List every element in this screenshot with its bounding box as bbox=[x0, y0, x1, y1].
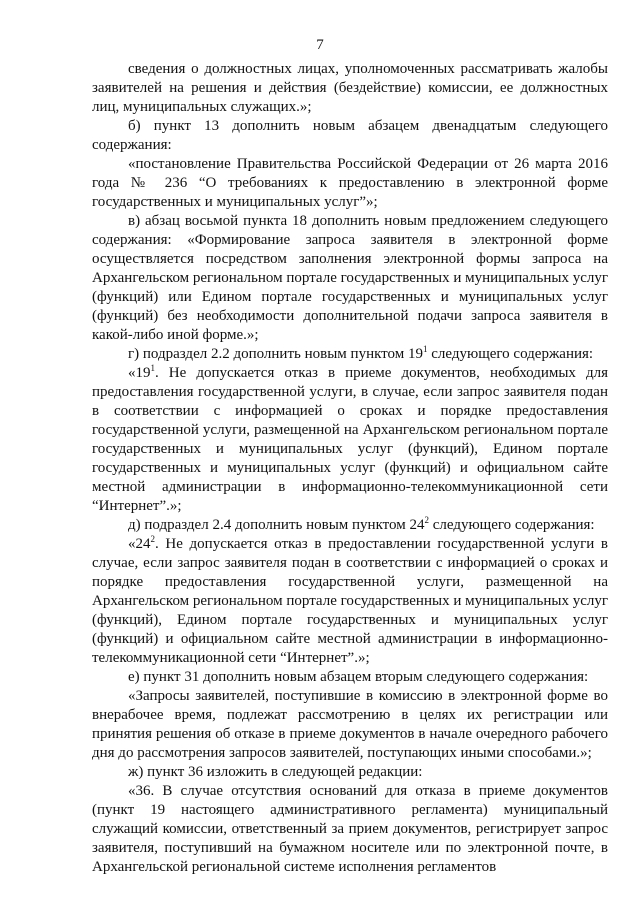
paragraph: б) пункт 13 дополнить новым абзацем двенадцатым следующего содержания: bbox=[92, 118, 608, 153]
paragraph: «36. В случае отсутствия оснований для отказа в приеме документов (пункт 19 настоящего административного регламента) муниципальный служащий комиссии, ответственный за прием документов, регистрирует запрос заявителя, поступивший на бумажном носителе или по электронной почте, в Архангельской региональной системе исполнения регламентов bbox=[92, 783, 608, 875]
paragraph: сведения о должностных лицах, уполномоченных рассматривать жалобы заявителей на решения и действия (бездействие) комиссии, ее должностных лиц, муниципальных служащих.»; bbox=[92, 61, 608, 115]
paragraph: г) подраздел 2.2 дополнить новым пунктом $19^1$ следующего содержания: bbox=[128, 344, 594, 362]
paragraph: «$24^2$. Не допускается отказ в предоставлении государственной услуги в случае, если запрос заявителя подан в соответствии с информацией о сроках и порядке предоставления государственной услуги, размещенной на Архангельском региональном портале государственных и муниципальных услуг (функций), Едином портале государственных и муниципальных услуг (функций) и официальном сайте местной администрации в информационно-телекоммуникационной сети “Интернет”.»; bbox=[92, 534, 608, 666]
paragraph: ж) пункт 36 изложить в следующей редакции: bbox=[128, 764, 423, 780]
paragraph: «$19^1$. Не допускается отказ в приеме документов, необходимых для предоставления государственной услуги, в случае, если запрос заявителя подан в соответствии с информацией о сроках и порядке предоставления государственной услуги, размещенной на Архангельском региональном портале государственных и муниципальных услуг (функций), Едином портале государственных и муниципальных услуг (функций) и официальном сайте местной администрации в информационно-телекоммуникационной сети “Интернет”.»; bbox=[92, 363, 608, 514]
paragraph: «постановление Правительства Российской Федерации от 26 марта 2016 года № 236 “О требованиях к предоставлению в электронной форме государственных и муниципальных услуг”»; bbox=[92, 156, 608, 210]
paragraph: е) пункт 31 дополнить новым абзацем вторым следующего содержания: bbox=[128, 669, 589, 685]
paragraph: в) абзац восьмой пункта 18 дополнить новым предложением следующего содержания: «Формирование запроса заявителя в электронной форме осуществляется посредством заполнения электронной формы запроса на Архангельском региональном портале государственных и муниципальных услуг (функций) или Едином портале государственных и муниципальных услуг (функций) без необходимости дополнительной подачи запроса заявителя в какой-либо иной форме.»; bbox=[92, 213, 608, 343]
paragraph: «Запросы заявителей, поступившие в комиссию в электронной форме во внерабочее время, подлежат рассмотрению в целях их регистрации или принятия решения об отказе в приеме документов в начале очередного рабочего дня до рассмотрения запросов заявителей, поступающих иными способами.»; bbox=[92, 688, 608, 761]
document-body bbox=[92, 60, 608, 877]
paragraph: д) подраздел 2.4 дополнить новым пунктом $24^2$ следующего содержания: bbox=[128, 515, 595, 533]
page-number: 7 bbox=[316, 37, 324, 53]
